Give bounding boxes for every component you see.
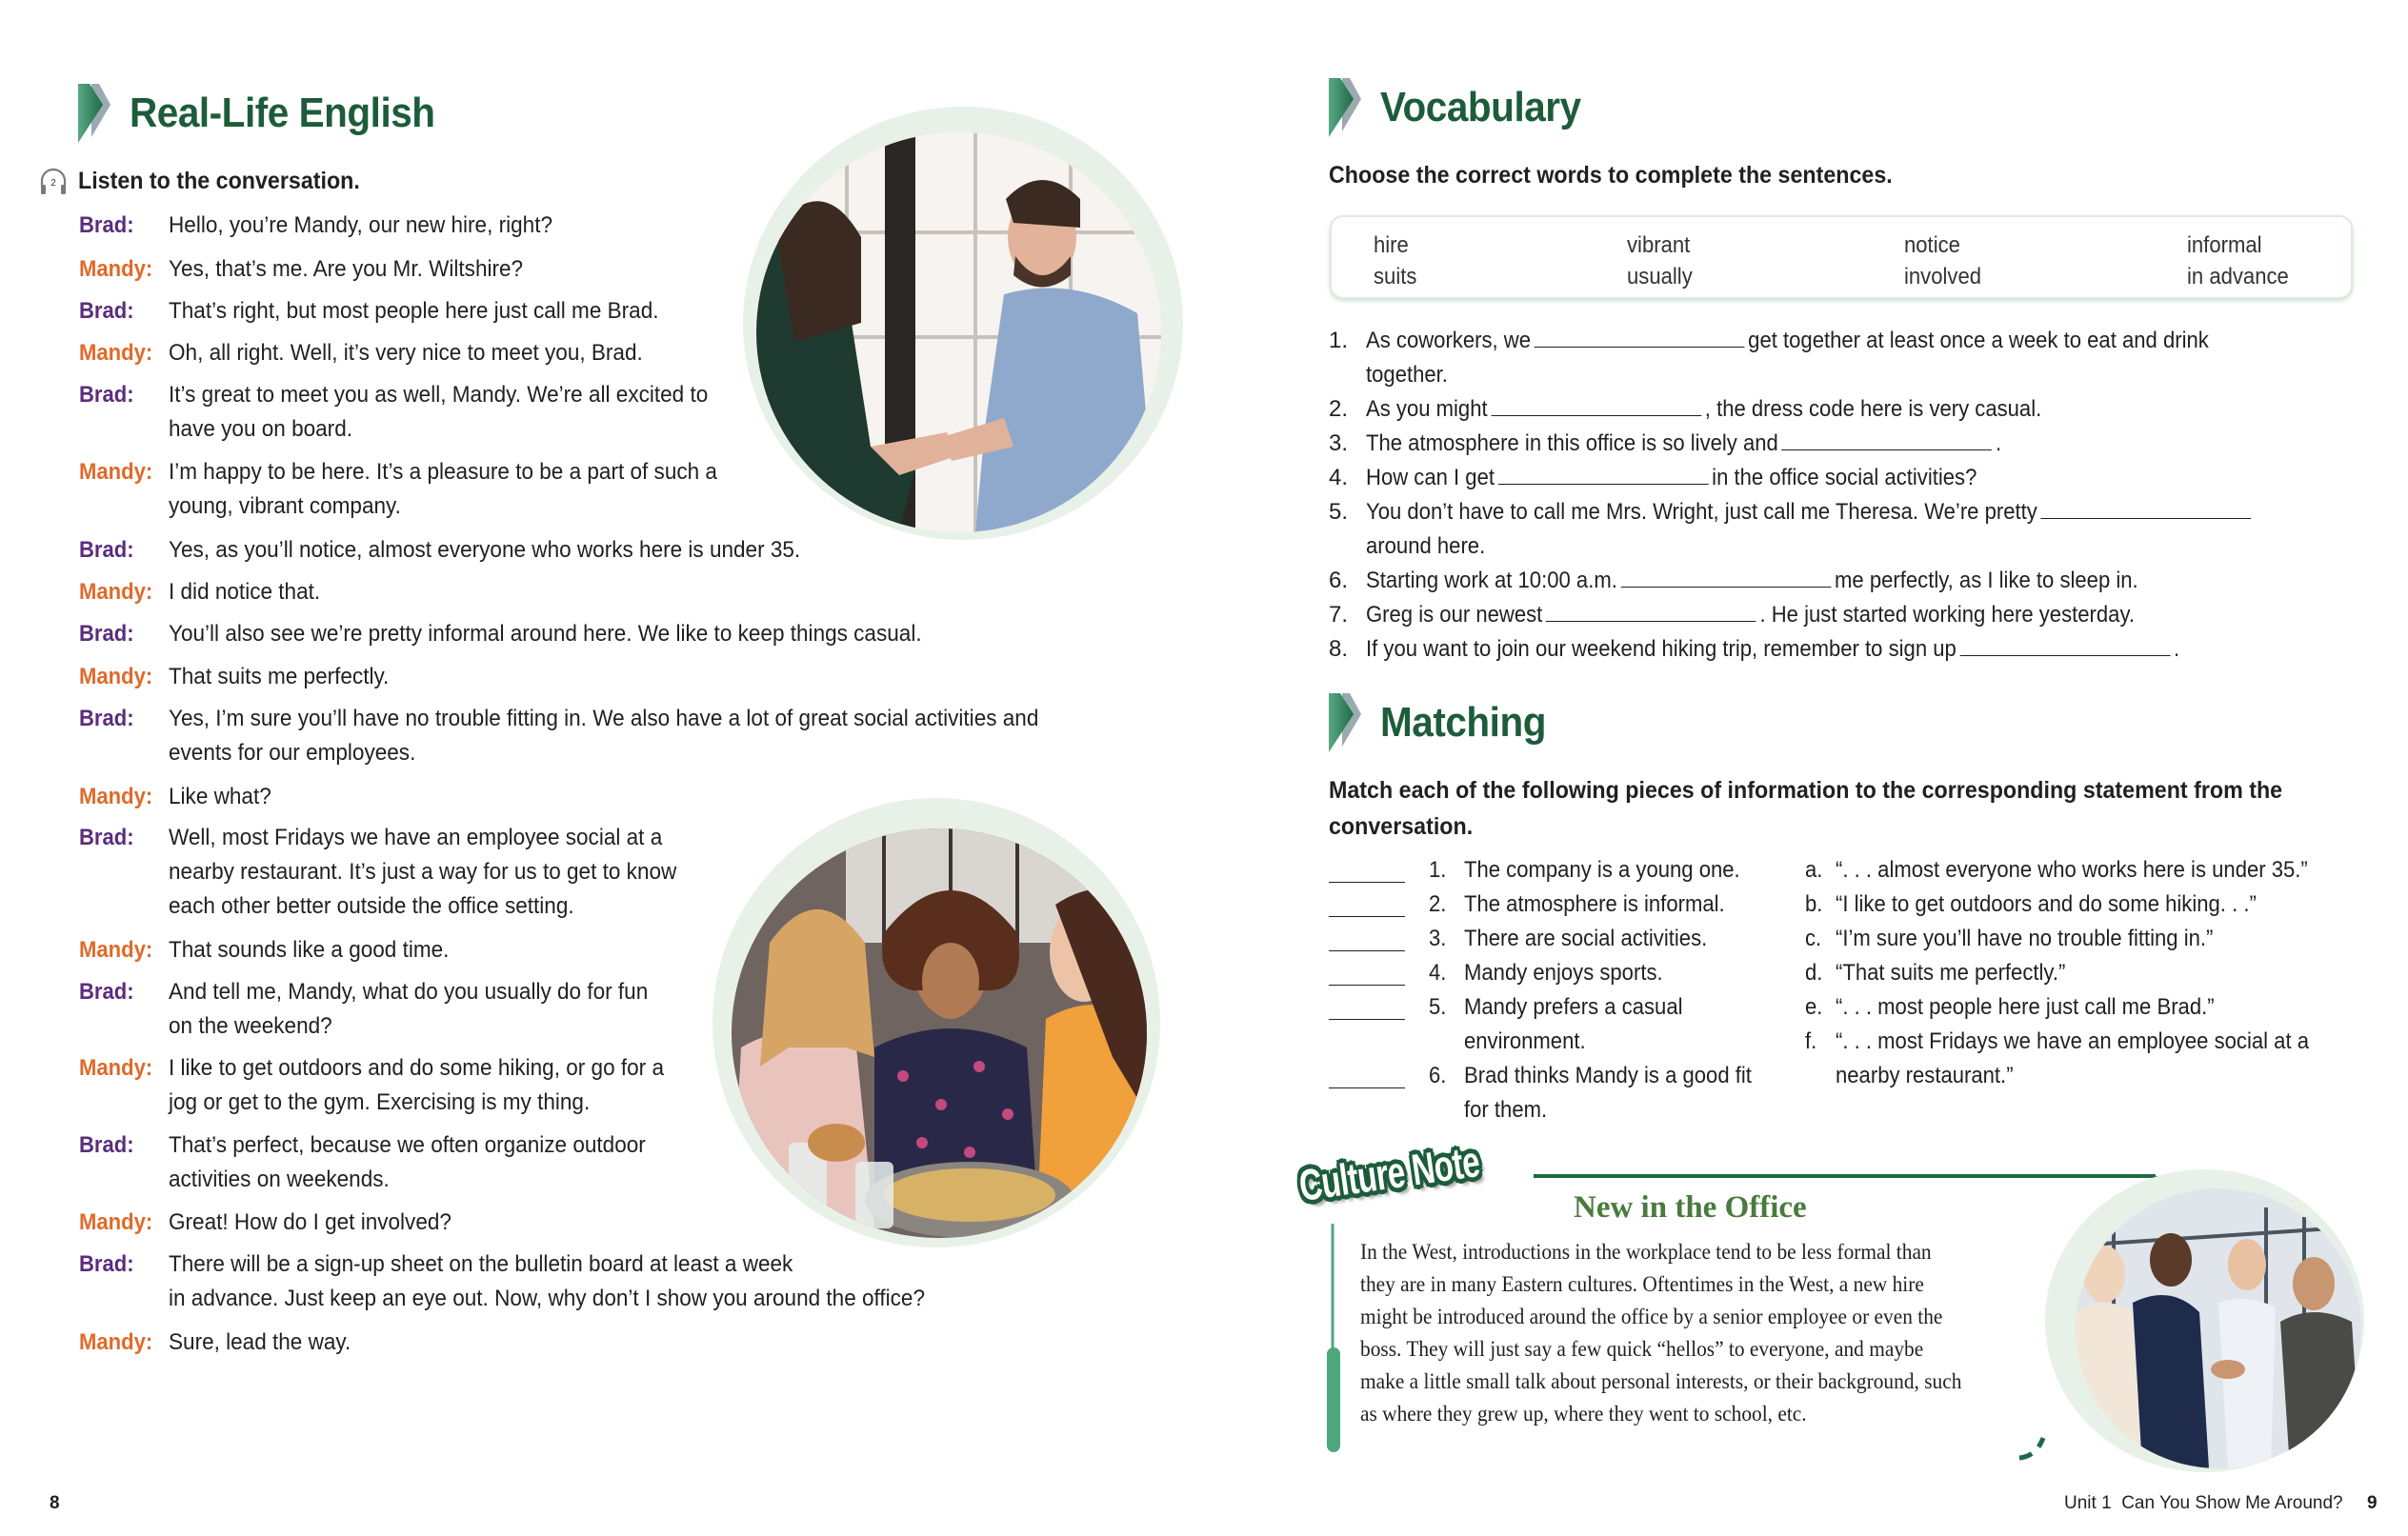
matching-item-text: The company is a young one.: [1464, 857, 1740, 883]
speaker-label-mandy: Mandy:: [79, 1055, 153, 1081]
sentence-number: 5.: [1329, 499, 1349, 525]
matching-item-text: for them.: [1464, 1097, 1548, 1123]
speaker-label-mandy: Mandy:: [79, 664, 153, 689]
dialogue-text: Oh, all right. Well, it’s very nice to meet you, Brad.: [169, 340, 643, 366]
speaker-label-brad: Brad:: [79, 1251, 134, 1277]
dialogue-line: [0, 1247, 1143, 1316]
statement-letter: c.: [1805, 926, 1822, 951]
section-chevron-icon: [1329, 78, 1367, 137]
matching-item-number: 1.: [1429, 857, 1447, 883]
dialogue-text: That sounds like a good time.: [169, 937, 450, 963]
speaker-label-mandy: Mandy:: [79, 1209, 153, 1235]
word-bank-item: involved: [1904, 264, 1982, 289]
culture-note-line: make a little small talk about personal interests, or their background, such: [1360, 1369, 1962, 1393]
sentence-before: You don’t have to call me Mrs. Wright, just call me Theresa. We’re pretty: [1366, 499, 2037, 525]
matching-answer-blank[interactable]: [1329, 882, 1405, 883]
footer-unit-label: [2064, 1493, 2343, 1514]
sentence-before: Greg is our newest: [1366, 602, 1543, 628]
sentence-number: 8.: [1329, 636, 1349, 662]
sentence-text: [1366, 392, 2041, 427]
vocabulary-sentence: [0, 632, 2408, 701]
sentence-text: [1366, 564, 2138, 598]
sentence-text: [1366, 324, 2209, 358]
matching-item-text: Mandy prefers a casual: [1464, 994, 1683, 1020]
dialogue-text: And tell me, Mandy, what do you usually do for fun: [169, 979, 649, 1005]
dialogue-text: Yes, I’m sure you’ll have no trouble fitting in. We also have a lot of great social activities and: [169, 706, 1039, 731]
dialogue-text: That suits me perfectly.: [169, 664, 390, 689]
word-bank: [1330, 215, 2353, 299]
speaker-label-brad: Brad:: [79, 212, 134, 238]
sentence-text: [1366, 632, 2179, 667]
dialogue-text: Great! How do I get involved?: [169, 1209, 452, 1235]
headphones-icon[interactable]: [38, 166, 69, 196]
matching-title: Matching: [1380, 699, 1546, 746]
statement-text: “. . . almost everyone who works here is under 35.”: [1836, 857, 2308, 883]
culture-note-line: they are in many Eastern cultures. Oftentimes in the West, a new hire: [1360, 1272, 1924, 1296]
sentence-text: [1366, 495, 2255, 529]
culture-note-badge-text: Culture Note: [1295, 1136, 1483, 1211]
culture-note-line: boss. They will just say a few quick “hellos” to everyone, and maybe: [1360, 1337, 1924, 1361]
speaker-label-brad: Brad:: [79, 621, 134, 647]
answer-blank[interactable]: [1959, 636, 2170, 656]
matching-item-text: Brad thinks Mandy is a good fit: [1464, 1063, 1752, 1088]
right-page-number: 9: [2367, 1493, 2378, 1513]
speaker-label-mandy: Mandy:: [79, 340, 153, 366]
dialogue-line: [0, 702, 1143, 770]
dialogue-text: nearby restaurant. It’s just a way for us to get to know: [169, 859, 677, 885]
dialogue-text: I’m happy to be here. It’s a pleasure to be a part of such a: [169, 459, 717, 485]
sentence-after: , the dress code here is very casual.: [1704, 396, 2042, 422]
dialogue-text: on the weekend?: [169, 1013, 332, 1039]
dialogue-text: You’ll also see we’re pretty informal around here. We like to keep things casual.: [169, 621, 922, 647]
speaker-label-brad: Brad:: [79, 825, 134, 850]
section-heading-matching: [1329, 693, 1560, 752]
word-bank-item: vibrant: [1627, 232, 1691, 258]
speaker-label-brad: Brad:: [79, 706, 134, 731]
speaker-label-brad: Brad:: [79, 537, 134, 563]
answer-blank[interactable]: [1782, 430, 1993, 450]
dialogue-text: Hello, you’re Mandy, our new hire, right?: [169, 212, 553, 238]
sentence-number: 3.: [1329, 430, 1349, 456]
sentence-before: How can I get: [1366, 465, 1495, 490]
culture-note-line: In the West, introductions in the workplace tend to be less formal than: [1360, 1240, 1932, 1264]
word-bank-item: in advance: [2187, 264, 2289, 289]
matching-item-text: Mandy enjoys sports.: [1464, 960, 1663, 986]
dialogue-text: That’s right, but most people here just call me Brad.: [169, 298, 659, 324]
statement-letter: f.: [1805, 1028, 1817, 1054]
sentence-after: me perfectly, as I like to sleep in.: [1835, 568, 2138, 593]
matching-item-number: 2.: [1429, 891, 1447, 917]
dialogue-text: each other better outside the office setting.: [169, 893, 574, 919]
sentence-after: .: [1995, 430, 2002, 456]
sentence-after: in the office social activities?: [1712, 465, 1977, 490]
speaker-label-brad: Brad:: [79, 298, 134, 324]
footer-unit: Unit 1: [2064, 1493, 2112, 1513]
section-chevron-icon: [78, 84, 116, 143]
speaker-label-mandy: Mandy:: [79, 937, 153, 963]
dialogue-text: jog or get to the gym. Exercising is my thing.: [169, 1089, 591, 1115]
answer-blank[interactable]: [1491, 396, 1701, 416]
speaker-label-mandy: Mandy:: [79, 579, 153, 605]
statement-letter: b.: [1805, 891, 1823, 917]
office-greeting-photo-frame: [2045, 1169, 2364, 1472]
matching-item-text: environment.: [1464, 1028, 1586, 1054]
dialogue-text: in advance. Just keep an eye out. Now, why don’t I show you around the office?: [169, 1286, 926, 1311]
restaurant-photo: [732, 828, 1147, 1238]
culture-note-line: might be introduced around the office by a senior employee or even the: [1360, 1305, 1943, 1328]
sentence-text: [1366, 461, 1977, 495]
sentence-text: [1366, 427, 2001, 461]
culture-note-title: New in the Office: [1574, 1190, 1807, 1225]
sentence-number: 2.: [1329, 396, 1349, 422]
word-bank-item: hire: [1374, 232, 1409, 258]
sentence-continuation: around here.: [1366, 533, 1486, 559]
vocabulary-instruction: Choose the correct words to complete the sentences.: [1329, 162, 1893, 189]
dialogue-text: Yes, that’s me. Are you Mr. Wiltshire?: [169, 256, 524, 282]
matching-item-number: 5.: [1429, 994, 1447, 1020]
word-bank-item: informal: [2187, 232, 2262, 258]
vocabulary-title: Vocabulary: [1380, 84, 1581, 130]
matching-answer-blank[interactable]: [1329, 1019, 1405, 1020]
sentence-text: [1366, 598, 2135, 632]
sentence-before: If you want to join our weekend hiking trip, remember to sign up: [1366, 636, 1956, 662]
sentence-number: 4.: [1329, 465, 1349, 490]
audio-track-number: 2: [50, 178, 56, 189]
culture-note-line: as where they grew up, where they went to school, etc.: [1360, 1402, 1807, 1426]
matching-item-number: 3.: [1429, 926, 1447, 951]
speaker-label-mandy: Mandy:: [79, 784, 153, 809]
statement-letter: e.: [1805, 994, 1823, 1020]
matching-item-number: 6.: [1429, 1063, 1447, 1088]
sentence-number: 1.: [1329, 328, 1349, 353]
speaker-label-mandy: Mandy:: [79, 1329, 153, 1355]
section-heading-real-life-english: [78, 84, 461, 143]
matching-answer-blank[interactable]: [1329, 916, 1405, 917]
vocabulary-sentence: [0, 324, 2408, 392]
statement-text: “. . . most Fridays we have an employee social at a: [1836, 1028, 2310, 1054]
word-bank-item: usually: [1627, 264, 1693, 289]
dialogue-text: Like what?: [169, 784, 271, 809]
speaker-label-mandy: Mandy:: [79, 459, 153, 485]
section-heading-vocabulary: [1329, 78, 1598, 137]
matching-instruction-line-1: Match each of the following pieces of information to the corresponding statement from the: [1329, 777, 2283, 804]
matching-instruction-line-2: conversation.: [1329, 813, 1474, 840]
answer-blank[interactable]: [1546, 602, 1756, 622]
speaker-label-brad: Brad:: [79, 1132, 134, 1158]
matching-answer-blank[interactable]: [1329, 950, 1405, 951]
vocabulary-sentence: [0, 495, 2408, 564]
dialogue-text: activities on weekends.: [169, 1167, 390, 1192]
matching-answer-blank[interactable]: [1329, 985, 1405, 986]
statement-letter: d.: [1805, 960, 1823, 986]
answer-blank[interactable]: [1498, 465, 1709, 485]
speaker-label-brad: Brad:: [79, 382, 134, 408]
dialogue-text: have you on board.: [169, 416, 352, 442]
statement-text: nearby restaurant.”: [1836, 1063, 2014, 1088]
dialogue-text: young, vibrant company.: [169, 493, 401, 519]
dialogue-text: Sure, lead the way.: [169, 1329, 351, 1355]
section-chevron-icon: [1329, 693, 1367, 752]
dialogue-text: I like to get outdoors and do some hiking, or go for a: [169, 1055, 664, 1081]
office-greeting-photo: [2076, 1188, 2361, 1468]
section-title: Real-Life English: [130, 90, 435, 136]
dialogue-text: That’s perfect, because we often organize outdoor: [169, 1132, 646, 1158]
speaker-label-brad: Brad:: [79, 979, 134, 1005]
sentence-before: The atmosphere in this office is so lively and: [1366, 430, 1778, 456]
sentence-number: 7.: [1329, 602, 1349, 628]
matching-item-text: There are social activities.: [1464, 926, 1708, 951]
matching-item-text: The atmosphere is informal.: [1464, 891, 1725, 917]
statement-text: “I’m sure you’ll have no trouble fitting in.”: [1836, 926, 2214, 951]
statement-text: “. . . most people here just call me Brad.”: [1836, 994, 2215, 1020]
speaker-label-mandy: Mandy:: [79, 256, 153, 282]
matching-answer-blank[interactable]: [1329, 1087, 1405, 1088]
sentence-number: 6.: [1329, 568, 1349, 593]
listen-instruction: [38, 166, 381, 196]
dialogue-text: I did notice that.: [169, 579, 321, 605]
dialogue-text: events for our employees.: [169, 740, 416, 766]
answer-blank[interactable]: [1535, 328, 1745, 348]
statement-text: “That suits me perfectly.”: [1836, 960, 2066, 986]
footer-unit-title: Can You Show Me Around?: [2121, 1493, 2343, 1513]
answer-blank[interactable]: [2041, 499, 2252, 519]
sentence-after: .: [2173, 636, 2180, 662]
word-bank-item: notice: [1904, 232, 1960, 258]
sentence-before: As coworkers, we: [1366, 328, 1532, 353]
dialogue-line: [0, 1326, 1143, 1360]
sentence-after: . He just started working here yesterday.: [1759, 602, 2135, 628]
dialogue-text: Yes, as you’ll notice, almost everyone who works here is under 35.: [169, 537, 801, 563]
statement-letter: a.: [1805, 857, 1823, 883]
answer-blank[interactable]: [1621, 568, 1832, 588]
sentence-after: get together at least once a week to eat and drink: [1748, 328, 2209, 353]
sentence-continuation: together.: [1366, 362, 1448, 388]
dialogue-text: There will be a sign-up sheet on the bulletin board at least a week: [169, 1251, 793, 1277]
sentence-before: As you might: [1366, 396, 1488, 422]
listen-instruction-text: Listen to the conversation.: [78, 167, 360, 194]
statement-text: “I like to get outdoors and do some hiking. . .”: [1836, 891, 2257, 917]
word-bank-item: suits: [1374, 264, 1417, 289]
dialogue-text: Well, most Fridays we have an employee social at a: [169, 825, 663, 850]
dialogue-text: It’s great to meet you as well, Mandy. We’re all excited to: [169, 382, 709, 408]
left-page-number: 8: [50, 1493, 60, 1513]
matching-item-number: 4.: [1429, 960, 1447, 986]
restaurant-photo-frame: [712, 798, 1160, 1247]
sentence-before: Starting work at 10:00 a.m.: [1366, 568, 1617, 593]
